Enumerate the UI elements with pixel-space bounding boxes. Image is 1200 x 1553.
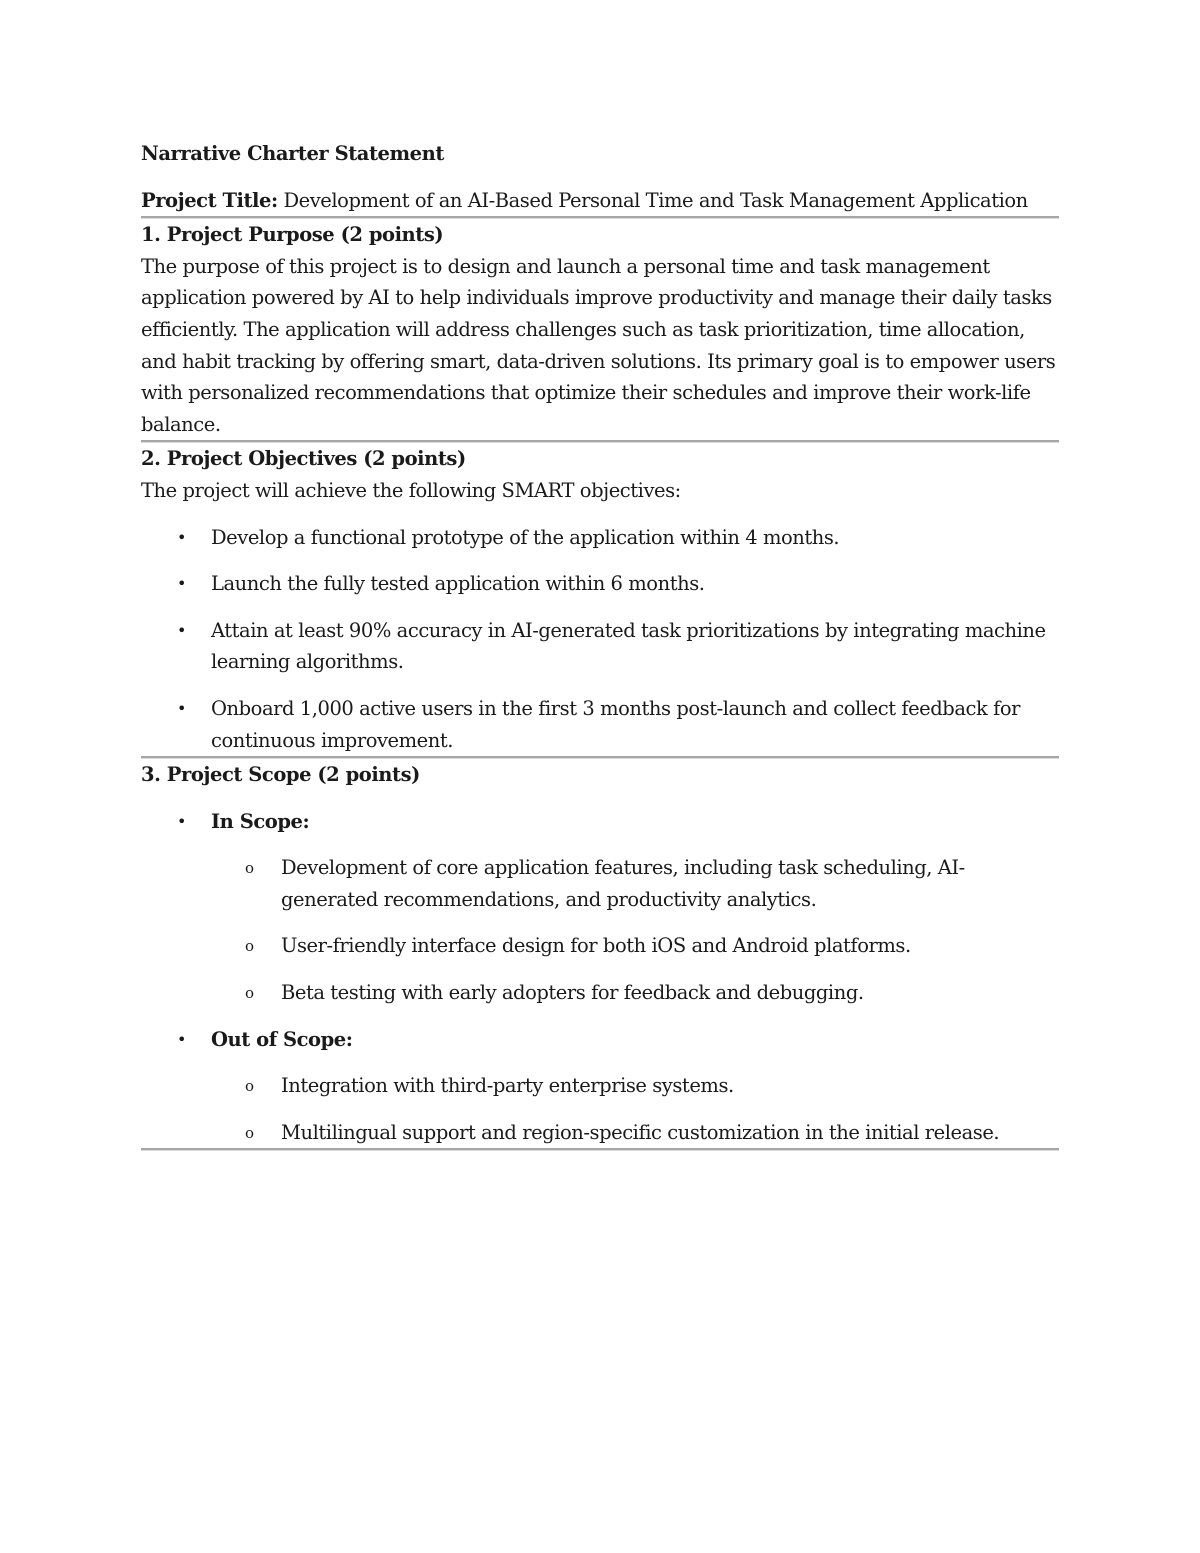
- list-item-text: Attain at least 90% accuracy in AI-generated task prioritizations by integrating machine learning algorithms.: [211, 618, 1046, 674]
- sub-list-item-text: User-friendly interface design for both iOS and Android platforms.: [281, 934, 911, 958]
- list-item-text: Develop a functional prototype of the application within 4 months.: [211, 525, 840, 549]
- section-heading: 3. Project Scope (2 points): [141, 763, 420, 787]
- sub-list-item-text: Development of core application features, including task scheduling, AI-generated recommendations, and productivity analytics.: [281, 856, 965, 911]
- sub-bullet-icon: o: [245, 984, 254, 1003]
- bullet-icon: •: [177, 574, 186, 594]
- document-heading: Narrative Charter Statement: [141, 142, 444, 165]
- bullet-icon: •: [177, 527, 186, 547]
- section-heading: 2. Project Objectives (2 points): [141, 447, 466, 471]
- project-title-value: Development of an AI-Based Personal Time and Task Management Application: [283, 188, 1028, 212]
- bullet-icon: •: [177, 698, 186, 718]
- list-item: [141, 522, 1059, 554]
- list-item-text: Onboard 1,000 active users in the first 3 months post-launch and collect feedback for continuous improvement.: [211, 696, 1021, 752]
- in-scope-label: In Scope:: [211, 809, 310, 833]
- list-item-in-scope: [141, 806, 1059, 1009]
- sub-bullet-icon: o: [245, 859, 254, 878]
- objectives-list: [141, 522, 1059, 757]
- objectives-intro: The project will achieve the following SMART objectives:: [141, 478, 681, 502]
- list-item: [141, 568, 1059, 600]
- sub-bullet-icon: o: [245, 1077, 254, 1096]
- list-item: [141, 693, 1059, 756]
- sub-list-item: [211, 1117, 1059, 1149]
- divider: [141, 1148, 1059, 1151]
- sub-list-item: [211, 977, 1059, 1009]
- section-objectives: [141, 443, 1059, 756]
- list-item-out-of-scope: [141, 1024, 1059, 1149]
- sub-list-item-text: Integration with third-party enterprise systems.: [281, 1074, 734, 1098]
- list-item: [141, 615, 1059, 678]
- purpose-paragraph: The purpose of this project is to design and launch a personal time and task management application powered by AI to help individuals improve productivity and manage their daily tasks efficiently. The application will address challenges such as task prioritization, time allocation, and habit tracking by offering smart, data-driven solutions. Its primary goal is to empower users with personalized recommendations that optimize their schedules and improve their work-life balance.: [141, 254, 1056, 436]
- sub-list-item: [211, 1070, 1059, 1102]
- sub-list-item: [211, 852, 1059, 915]
- out-of-scope-label: Out of Scope:: [211, 1027, 353, 1051]
- section-scope: [141, 759, 1059, 1148]
- bullet-icon: •: [177, 1029, 186, 1049]
- out-of-scope-list: [211, 1070, 1059, 1148]
- section-heading: 1. Project Purpose (2 points): [141, 223, 444, 247]
- list-item-text: Launch the fully tested application within 6 months.: [211, 572, 705, 596]
- document-page: [141, 138, 1059, 1151]
- sub-bullet-icon: o: [245, 1123, 254, 1142]
- sub-list-item-text: Beta testing with early adopters for feedback and debugging.: [281, 981, 864, 1005]
- project-title-line: [141, 185, 1059, 217]
- bullet-icon: •: [177, 620, 186, 640]
- sub-list-item: [211, 930, 1059, 962]
- in-scope-list: [211, 852, 1059, 1008]
- sub-list-item-text: Multilingual support and region-specific customization in the initial release.: [281, 1120, 1000, 1144]
- bullet-icon: •: [177, 811, 186, 831]
- scope-list: [141, 806, 1059, 1149]
- section-purpose: [141, 219, 1059, 440]
- sub-bullet-icon: o: [245, 937, 254, 956]
- project-title-label: Project Title:: [141, 188, 278, 212]
